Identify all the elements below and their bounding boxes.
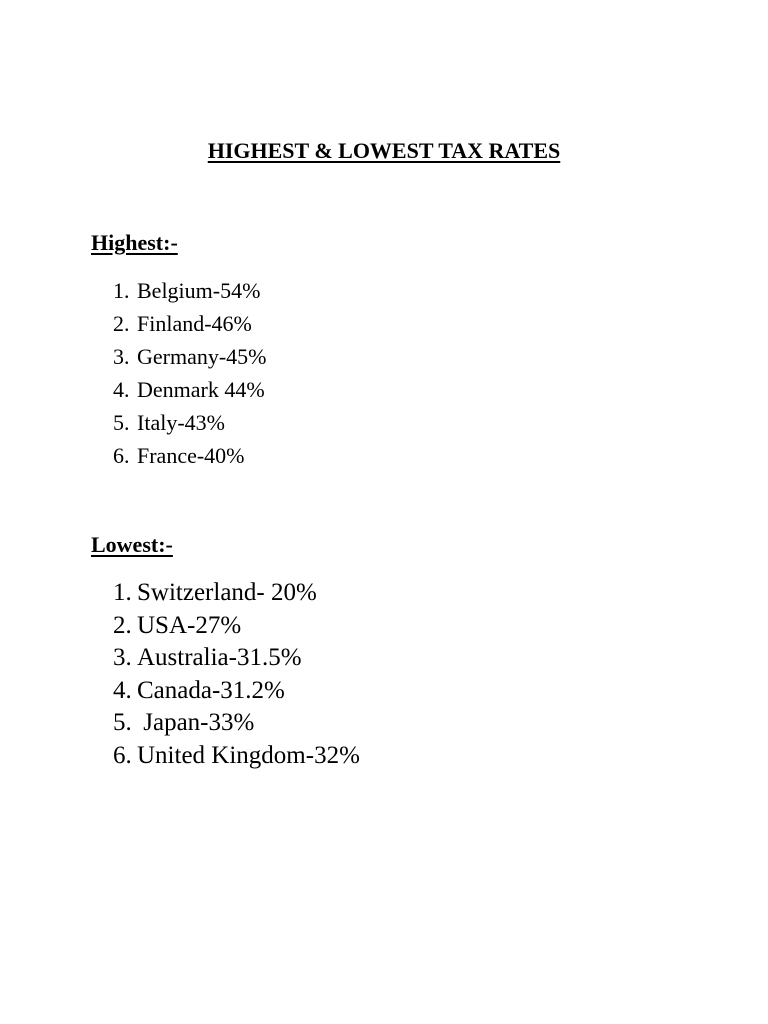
list-item-number: 3. xyxy=(113,644,132,671)
lowest-heading: Lowest:- xyxy=(91,532,173,557)
list-item-text: Belgium-54% xyxy=(137,278,261,303)
list-item xyxy=(113,642,360,675)
list-item xyxy=(113,406,267,439)
list-item-number: 6. xyxy=(113,443,130,468)
highest-heading: Highest:- xyxy=(91,230,178,255)
list-item-number: 5. xyxy=(113,410,130,435)
list-item xyxy=(113,675,360,708)
list-item-text: Germany-45% xyxy=(137,344,267,369)
list-item-number: 3. xyxy=(113,344,130,369)
highest-list xyxy=(113,274,267,472)
list-item-number: 4. xyxy=(113,377,130,402)
list-item xyxy=(113,439,267,472)
list-item xyxy=(113,610,360,643)
list-item-text: Canada-31.2% xyxy=(137,676,285,704)
list-item-number: 6. xyxy=(113,741,132,769)
list-item-text: Japan-33% xyxy=(137,709,255,736)
list-item-text: Denmark 44% xyxy=(137,377,265,402)
list-item xyxy=(113,577,360,610)
list-item-number: 2. xyxy=(113,611,132,639)
list-item-text: Italy-43% xyxy=(137,410,225,435)
list-item-number: 2. xyxy=(113,311,130,336)
list-item xyxy=(113,373,267,406)
list-item-text: Australia-31.5% xyxy=(137,644,302,671)
lowest-list xyxy=(113,577,360,772)
list-item-text: Finland-46% xyxy=(137,311,252,336)
list-item-number: 1. xyxy=(113,579,132,606)
page-title: HIGHEST & LOWEST TAX RATES xyxy=(207,138,561,163)
list-item xyxy=(113,707,360,740)
list-item xyxy=(113,307,267,340)
list-item xyxy=(113,740,360,773)
list-item-text: USA-27% xyxy=(137,611,242,639)
list-item-text: Switzerland- 20% xyxy=(137,579,317,606)
list-item-text: United Kingdom-32% xyxy=(137,741,360,769)
list-item-number: 1. xyxy=(113,278,130,303)
list-item xyxy=(113,274,267,307)
list-item-number: 5. xyxy=(113,709,132,736)
list-item-text: France-40% xyxy=(137,443,245,468)
list-item-number: 4. xyxy=(113,676,132,704)
list-item xyxy=(113,340,267,373)
